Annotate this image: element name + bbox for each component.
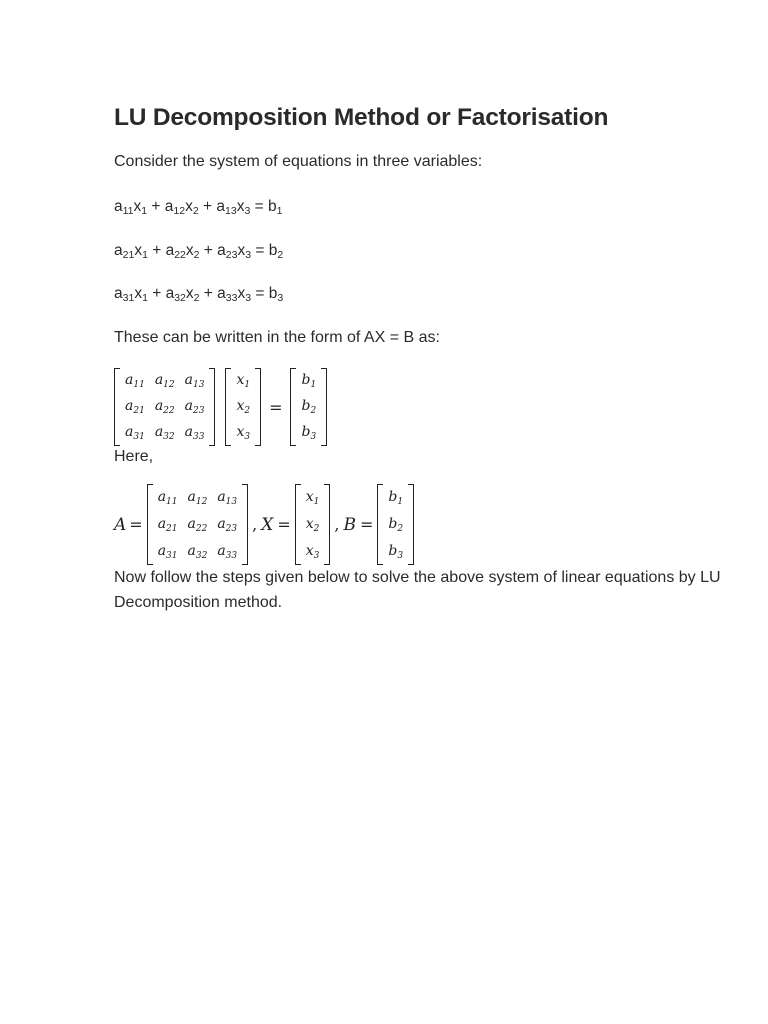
matrix-cell: $b_2$ xyxy=(301,398,317,416)
matrix-B xyxy=(377,484,414,565)
term: $b_2$ xyxy=(268,242,284,261)
equals-sign: = xyxy=(129,515,143,534)
equation-3 xyxy=(114,285,283,304)
matrix-cell: $a_{32}$ xyxy=(154,424,175,442)
term: $x_1$ xyxy=(134,285,148,304)
term: $x_3$ xyxy=(237,285,252,304)
equals-sign: = xyxy=(277,515,291,534)
operator: = xyxy=(250,198,268,215)
matrix-cell: $a_{31}$ xyxy=(157,542,178,561)
operator: = xyxy=(251,285,269,302)
operator: = xyxy=(251,242,269,259)
equals-sign: = xyxy=(359,515,374,534)
coefficient-matrix xyxy=(114,368,215,446)
term: $x_3$ xyxy=(237,242,252,261)
matrix-cell: $a_{22}$ xyxy=(154,398,175,416)
matrix-cell: $a_{31}$ xyxy=(125,424,145,442)
matrix-cell: $a_{23}$ xyxy=(217,515,238,534)
term: $a_{11}$ xyxy=(114,198,134,217)
term: $x_2$ xyxy=(185,285,200,304)
term: $a_{32}$ xyxy=(165,285,186,304)
operator: + xyxy=(198,198,217,215)
constant-vector xyxy=(290,368,327,446)
matrix-cell: $b_1$ xyxy=(301,372,317,390)
matrix-cell: $a_{33}$ xyxy=(217,542,238,561)
term: $a_{23}$ xyxy=(217,242,238,261)
term: $x_1$ xyxy=(133,198,148,217)
operator: + xyxy=(199,242,218,259)
term: $a_{13}$ xyxy=(216,198,237,217)
matrix-cell: $a_{12}$ xyxy=(154,372,175,390)
term: $a_{21}$ xyxy=(114,242,135,261)
matrix-cell: $b_3$ xyxy=(388,542,404,561)
variable-vector xyxy=(225,368,261,446)
label-X: X xyxy=(261,514,274,535)
matrix-cell: $a_{22}$ xyxy=(187,515,208,534)
term: $x_2$ xyxy=(185,242,200,261)
operator: + xyxy=(147,198,165,215)
matrix-cell: $a_{11}$ xyxy=(157,488,178,507)
page-title: LU Decomposition Method or Factorisation xyxy=(114,104,609,131)
term: $a_{22}$ xyxy=(165,242,186,261)
label-A: A xyxy=(114,514,127,535)
term: $a_{31}$ xyxy=(114,285,135,304)
matrix-cell: $a_{32}$ xyxy=(187,542,208,561)
matrix-cell: $x_2$ xyxy=(305,515,320,534)
matrix-cell: $x_3$ xyxy=(236,424,251,442)
term: $b_1$ xyxy=(267,198,283,217)
here-label: Here, xyxy=(114,448,154,465)
matrix-cell: $x_3$ xyxy=(305,542,320,561)
form-paragraph: These can be written in the form of AX = B as: xyxy=(114,329,440,346)
term: $x_1$ xyxy=(134,242,148,261)
equals-sign: = xyxy=(269,397,283,417)
equation-2 xyxy=(114,242,283,261)
operator: + xyxy=(147,285,166,302)
comma: , xyxy=(334,515,340,534)
label-B: B xyxy=(343,514,356,535)
matrix-cell: $b_3$ xyxy=(301,424,317,442)
term: $b_3$ xyxy=(268,285,284,304)
matrix-cell: $x_2$ xyxy=(236,398,251,416)
intro-paragraph: Consider the system of equations in three variables: xyxy=(114,153,483,170)
operator: + xyxy=(199,285,218,302)
matrix-cell: $b_1$ xyxy=(388,488,404,507)
matrix-cell: $a_{23}$ xyxy=(184,398,205,416)
matrix-cell: $b_2$ xyxy=(388,515,404,534)
matrix-cell: $a_{21}$ xyxy=(157,515,178,534)
matrix-cell: $a_{12}$ xyxy=(187,488,208,507)
matrix-X xyxy=(295,484,331,565)
matrix-cell: $x_1$ xyxy=(236,372,251,390)
term: $a_{12}$ xyxy=(164,198,186,217)
steps-paragraph: Now follow the steps given below to solve the above system of linear equations by LU Decomposition method. xyxy=(114,569,721,611)
term: $a_{33}$ xyxy=(217,285,238,304)
matrix-equation xyxy=(114,368,327,446)
matrix-cell: $a_{11}$ xyxy=(125,372,145,390)
matrix-cell: $a_{33}$ xyxy=(184,424,205,442)
term: $x_2$ xyxy=(185,198,199,217)
matrix-A xyxy=(147,484,248,565)
operator: + xyxy=(147,242,166,259)
matrix-cell: $a_{21}$ xyxy=(125,398,145,416)
equation-1 xyxy=(114,198,282,217)
matrix-cell: $a_{13}$ xyxy=(184,372,205,390)
matrix-cell: $x_1$ xyxy=(305,488,320,507)
matrix-definitions xyxy=(114,484,414,565)
term: $x_3$ xyxy=(236,198,251,217)
comma: , xyxy=(252,515,258,534)
matrix-cell: $a_{13}$ xyxy=(217,488,238,507)
